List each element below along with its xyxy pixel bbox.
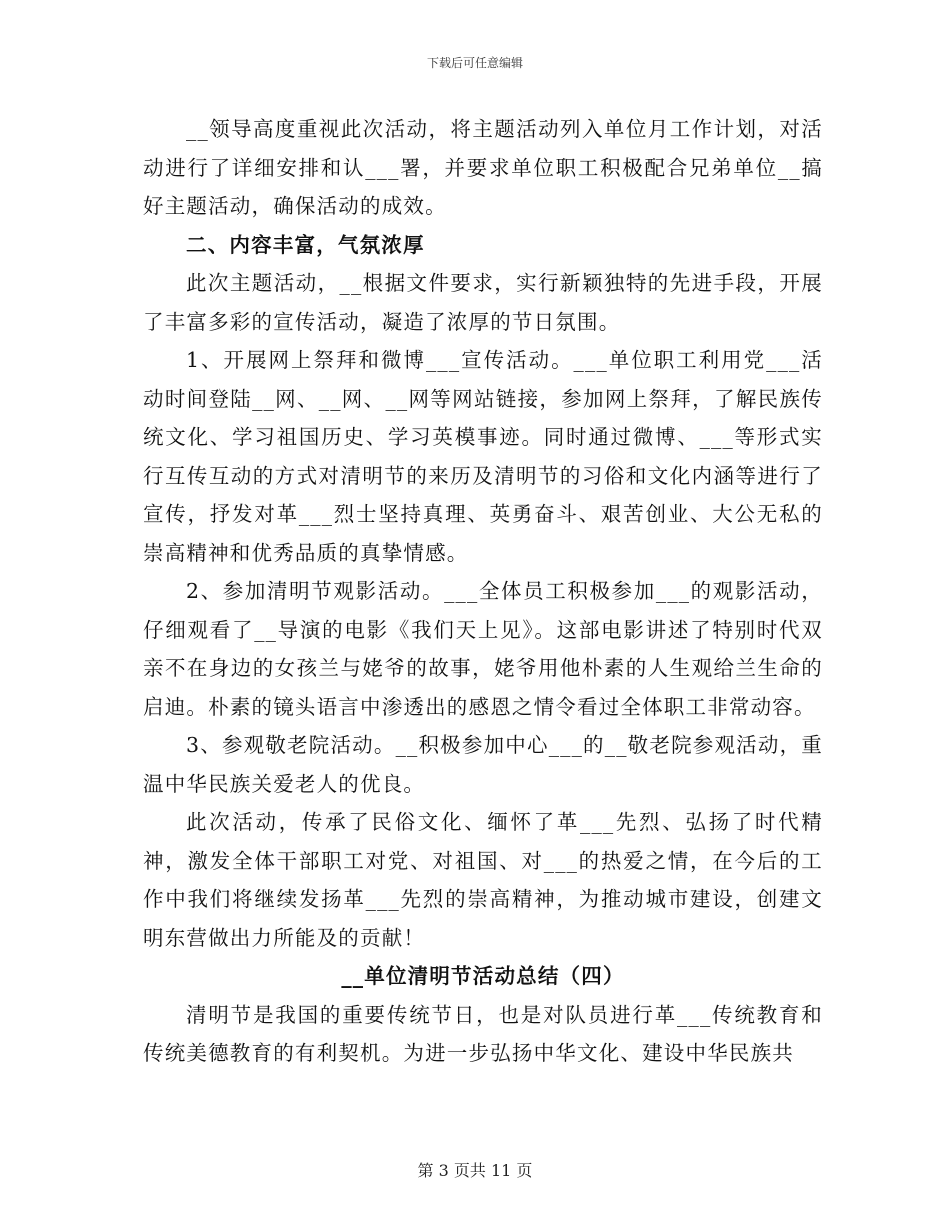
document-body [143, 110, 823, 1073]
paragraph-item-1: 1、开展网上祭拜和微博___宣传活动。___单位职工利用党___活动时间登陆__网、__网、__网等网站链接，参加网上祭拜，了解民族传统文化、学习祖国历史、学习英模事迹。同时通过微博、___等形式实行互传互动的方式对清明节的来历及清明节的习俗和文化内涵等进行了宣传，抒发对革___烈士坚持真理、英勇奋斗、艰苦创业、大公无私的崇高精神和优秀品质的真挚情感。 [143, 348, 823, 565]
page-header: 下载后可任意编辑 [426, 56, 523, 70]
paragraph-conclusion: 此次活动，传承了民俗文化、缅怀了革___先烈、弘扬了时代精神，激发全体干部职工对党、对祖国、对___的热爱之情，在今后的工作中我们将继续发扬革___先烈的崇高精神，为推动城市建设，创建文明东营做出力所能及的贡献！ [143, 810, 823, 950]
paragraph-intro: 此次主题活动，__根据文件要求，实行新颖独特的先进手段，开展了丰富多彩的宣传活动，凝造了浓厚的节日氛围。 [143, 271, 823, 334]
page-footer: 第 3 页共 11 页 [417, 1161, 533, 1180]
paragraph-leadership: __领导高度重视此次活动，将主题活动列入单位月工作计划，对活动进行了详细安排和认___署，并要求单位职工积极配合兄弟单位__搞好主题活动，确保活动的成效。 [143, 117, 823, 218]
section-title-summary-4: __单位清明节活动总结（四） [341, 964, 625, 988]
paragraph-item-2: 2、参加清明节观影活动。___全体员工积极参加___的观影活动，仔细观看了__导演的电影《我们天上见》。这部电影讲述了特别时代双亲不在身边的女孩兰与姥爷的故事，姥爷用他朴素的人生观给兰生命的启迪。朴素的镜头语言中渗透出的感恩之情令看过全体职工非常动容。 [143, 579, 823, 719]
section-heading-content: 二、内容丰富，气氛浓厚 [186, 232, 425, 257]
paragraph-item-3: 3、参观敬老院活动。__积极参加中心___的__敬老院参观活动，重温中华民族关爱老人的优良。 [143, 733, 823, 796]
paragraph-summary-4-intro: 清明节是我国的重要传统节日，也是对队员进行革___传统教育和传统美德教育的有利契机。为进一步弘扬中华文化、建设中华民族共 [143, 1002, 823, 1065]
